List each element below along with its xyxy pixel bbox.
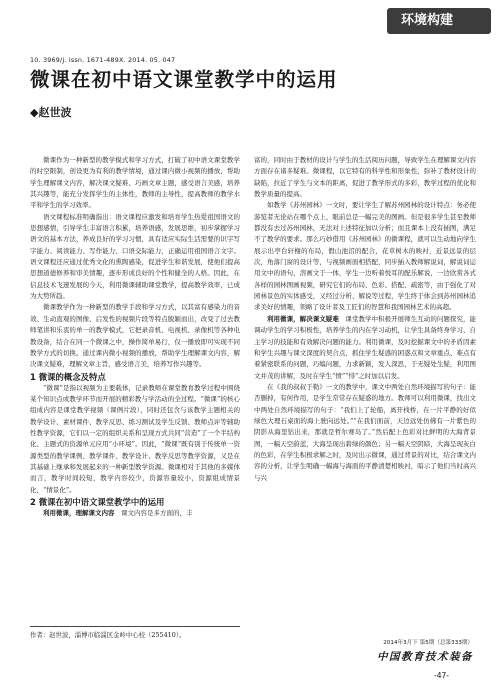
paragraph-text: 课堂教学中积极开展师生互动的问题探究，能调动学生的学习积极性，培养学生的内在学习动机，让学生具备终身学习、自主学习的技能和有效解决问题的能力。利用微课，及时挖掘课文中的矛盾因素和学生兴趣与课文深度的契合点，抓住学生疑惑的困惑点和文章重点、难点有着紧密联系的问题，巧编问题，力求新颖，发人深思，于无疑处生疑，利用图文并茂的讲解，及时在学生“愤”“悱”之时加以启发。 xyxy=(254,314,477,380)
paragraph-text: 课文内容是多方面的，丰 xyxy=(121,508,193,517)
article-title: 微课在初中语文课堂教学中的运用 xyxy=(30,68,338,91)
paragraph xyxy=(30,508,240,519)
paragraph: 微课作为一种新型的教学模式和学习方式，打破了初中语文课堂教学的时空限制，创设更为有利的教学情境，通过课内微小视频的播放，帮助学生理解课文内容，解决课文疑难、巧画文章主题，感受语言美感，培养其兴趣等，能充分发挥学生的主体性，教师的主导性，提高教师的教学水平和学生的学习效率。 xyxy=(30,156,240,210)
section-tag xyxy=(387,8,491,34)
author-footnote: 作者：赵世波，淄博市临淄区金岭中心校（255410）。 xyxy=(30,626,240,639)
paragraph: 在《我的叔叔于勒》一文的教学中，课文中两处自然环境描写的句子：能否删掉，有何作用，是学生常常存在疑惑的地方。教师可以利用微课，找出文中两处自然环境描写的句子：“我们上了轮船，离开栈桥，在一片平静的好似绿色大理石桌面的海上驶向远处。”“在我们面前，天边远处仿佛有一片紫色的阴影从海里钻出来，那就是哲尔赛岛了。”然后配上色彩对比鲜明的大海背景图，一幅天空蔚蓝，大海呈现出碧绿的颜色；另一幅天空阴暗，大海呈现灰白的色彩，在学生积极求解之时，及时出示微课，通过背景的对比，结合课文内容的分析，让学生明确一幅海与海面的平静清楚相映衬，暗示了他们当时高兴与兴 xyxy=(254,382,476,482)
paragraph xyxy=(254,314,476,382)
run-in-heading: 利用微课，理解课文内容 xyxy=(43,508,115,517)
author-line: ◆赵世波 xyxy=(30,106,72,119)
paragraph: “微课”是指以视频为主要载体，记录教师在课堂教育教学过程中围绕某个知识点或教学环节而开展的精彩教与学活动的全过程。“微课”的核心组成内容是课堂教学视频（课例片段），同时还包含与该教学主题相关的教学设计、素材课件、教学反思、练习测试及学生反馈、教师点评等辅助性教学资源，它们以一定的组织关系和呈现方式共同“营造”了一个半结构化、主题式的资源单元应用“小环境”。因此，“微课”既有别于传统单一资源类型的教学课例、教学课件、教学设计、教学反思等教学资源，又是在其基础上继承和发展起来的一种新型教学资源。微课相对于其他的多媒体而言，教学时间较短，教学内容较少，资源容量较小，资源组成情景化，“情景化”。 xyxy=(30,383,240,494)
paragraph: 语文课程标准明确指出：语文课程应激发和培育学生热爱祖国语文的思想感情，引导学生丰富语言积累，培养语感，发展思维，初步掌握学习语文的基本方法，养成良好的学习习惯，具有适应实际生活需要的识字写字能力、阅读能力、写作能力、口语交际能力，正确运用祖国语言文字。语文课程还应通过优秀文化的熏陶感染，促进学生和谐发展，使他们提高思想道德修养和审美情趣，逐步形成良好的个性和健全的人格。因此，在信息技术飞速发展的今天，利用微课辅助课堂教学，提高教学效率，已成为大势所趋。 xyxy=(30,212,240,301)
section-heading: 1 微课的概念及特点 xyxy=(30,371,106,382)
section-tag-label: 环境构建 xyxy=(401,13,454,28)
paragraph: 微课教学作为一种新型的教学手段和学习方式，以其富有感染力的音效、生动直观的图像、启发性的视频片段等特点脱颖而出，改变了过去教师笔讲和乐衷的单一的教学模式，它把录音机、电视机、录像机等各种电教设备，结合在同一个微课之中，操作简单易行，仅一播放即可实现不同教学方式的切换。通过课内微小视频的播放，帮助学生理解课文内容，解决课文疑难，理解文章主旨，感受语言美，培养写作兴趣等。 xyxy=(30,303,240,369)
page-number: -47- xyxy=(434,671,449,680)
paragraph: 富的，同时由于教材的设计与学生的生活阅历问题，导致学生在理解课文内容方面存在诸多疑难。微课程，以它特有的科学性和形象性，弥补了教材设计的缺陷，拉近了学生与文本的距离，促进了教学形式的多彩，教学过程的优化和教学质量的提高。 xyxy=(254,156,476,199)
section-heading: 2 微课在初中语文课堂教学中的运用 xyxy=(30,496,165,507)
issue-info: 2014年3月下 第5期（总第333期） xyxy=(383,640,473,646)
run-in-heading: 利用微课，解决课文疑难 xyxy=(267,314,339,323)
doi-line: 10. 3969/j. issn. 1671-489X. 2014. 05. 047 xyxy=(30,56,176,64)
paragraph: 如教学《苏州园林》一文时，要让学生了解苏州园林的设计特点：务必使游览者无论站在哪个点上，眼前总是一幅完美的图画。但是很多学生甚至教师都没有去过苏州园林，无法对上述特征加以分析；而且课本上没有插图，满足不了教学的要求。那么巧妙借用《苏州园林》的微课程，就可以生动地向学生展示出亭台轩榭的布局，假山池沼的配合，花草树木的映衬，近景远景的层次，角落门窗的设计等，与视频画面相搭配，同步插入教师解说词，解说词运用文中的语句，溶画文于一体，学生一边听着悦耳的配乐解说，一边欣赏各式各样的园林图画视频，研究它们的布局、色彩、搭配、疏密等，由于强化了对园林景色的实体感受，又经过分析、解说等过程，学生终于体会到苏州园林追求美好的情趣，领略了设计者及工匠们的智慧和我国园林艺术的高超。 xyxy=(254,201,476,312)
right-column xyxy=(254,155,476,484)
journal-name: 中国教育技术装备 xyxy=(377,651,473,663)
left-column xyxy=(30,155,240,519)
